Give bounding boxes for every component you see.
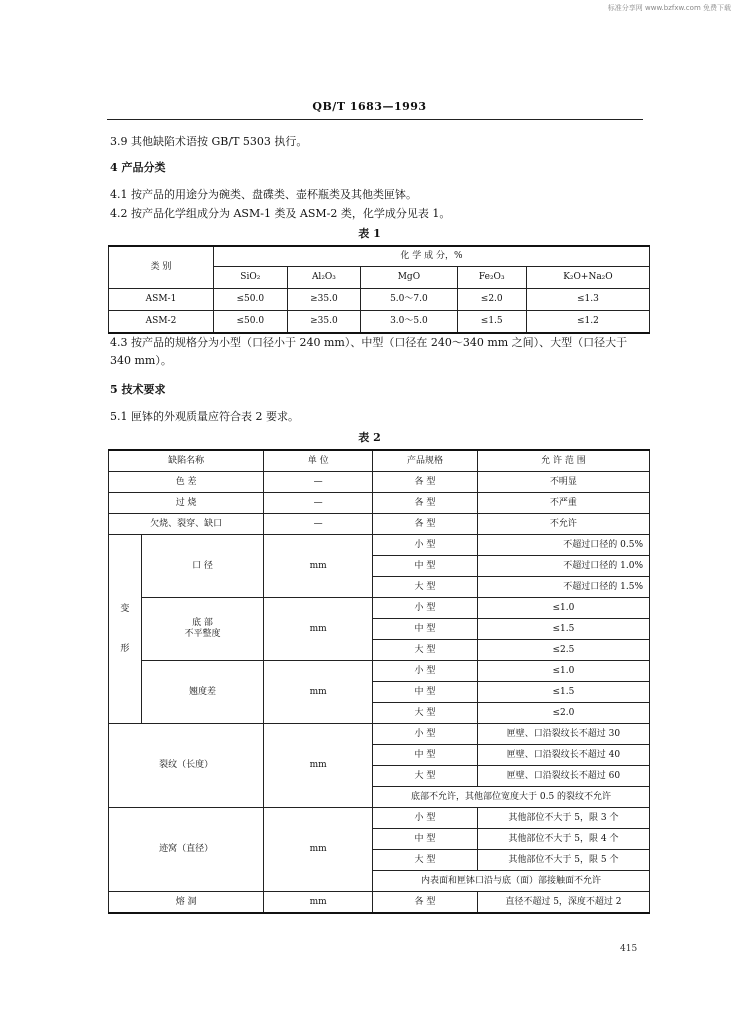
clause-4-3-a: 4.3 按产品的规格分为小型（口径小于 240 mm）、中型（口径在 240～340 mm 之间）、大型（口径大于 [110,336,628,349]
clause-4-3-b: 340 mm）。 [110,354,172,367]
unit-cell: mm [264,892,373,914]
table-row [109,493,650,514]
range-cell: 不明显 [477,472,649,493]
table2 [108,449,650,914]
defect-name: 裂纹（长度） [109,724,264,808]
spec-cell: 各 型 [373,892,478,914]
section-5-title: 5 技术要求 [110,383,166,396]
table1 [108,245,650,334]
range-cell: 其他部位不大于 5，限 4 个 [477,829,649,850]
range-cell: 匣壁、口沿裂纹长不超过 60 [477,766,649,787]
header-rule [107,119,643,120]
defect-name: 色 差 [109,472,264,493]
range-cell: ≤2.0 [477,703,649,724]
range-cell: ≤1.5 [477,619,649,640]
table-row [109,661,650,682]
defect-name: 迹窝（直径） [109,808,264,892]
page-number: 415 [620,944,638,954]
range-cell: 匣壁、口沿裂纹长不超过 40 [477,745,649,766]
table-row [109,514,650,535]
clause-4-2: 4.2 按产品化学组成分为 ASM-1 类及 ASM-2 类，化学成分见表 1。 [110,207,451,220]
range-cell: 不严重 [477,493,649,514]
range-cell: 不超过口径的 1.0% [477,556,649,577]
range-cell: 匣壁、口沿裂纹长不超过 30 [477,724,649,745]
spec-cell: 中 型 [373,682,478,703]
table1-cell: ≤1.5 [457,311,526,334]
table2-header: 产品规格 [373,450,478,472]
table1-col: Fe₂O₃ [457,267,526,289]
defect-name: 口 径 [141,535,264,598]
unit-cell: mm [264,808,373,892]
table-row [109,535,650,556]
defect-name [141,598,264,661]
range-cell: ≤1.0 [477,598,649,619]
spec-cell: 大 型 [373,703,478,724]
table-row [109,289,650,311]
table-row [109,808,650,829]
table1-cell: ≥35.0 [287,289,361,311]
table1-cell: ≤50.0 [214,289,288,311]
table1-cell: ≤1.2 [526,311,649,334]
spec-cell: 大 型 [373,577,478,598]
defect-name: 欠烧、裂穿、缺口 [109,514,264,535]
table-row [109,598,650,619]
spec-cell: 中 型 [373,829,478,850]
spec-cell: 小 型 [373,661,478,682]
table1-col: MgO [361,267,457,289]
defect-name: 熔 洞 [109,892,264,914]
table-row [109,311,650,334]
defect-name: 过 烧 [109,493,264,514]
table-row [109,472,650,493]
table1-col: Al₂O₃ [287,267,361,289]
table1-cell: ≤2.0 [457,289,526,311]
defect-name-line: 不平整度 [184,629,221,639]
unit-cell: — [264,514,373,535]
spec-cell: 大 型 [373,766,478,787]
spec-cell: 小 型 [373,724,478,745]
range-cell: 其他部位不大于 5，限 3 个 [477,808,649,829]
table2-header: 缺陷名称 [109,450,264,472]
table1-group-header: 化 学 成 分，% [214,246,650,267]
spec-cell: 中 型 [373,619,478,640]
range-cell: 直径不超过 5，深度不超过 2 [477,892,649,914]
table-row [109,724,650,745]
unit-cell: mm [264,535,373,598]
spec-cell: 各 型 [373,472,478,493]
spec-cell: 中 型 [373,556,478,577]
unit-cell: mm [264,661,373,724]
table1-cell: 3.0～5.0 [361,311,457,334]
spec-cell: 大 型 [373,850,478,871]
note-cell: 底部不允许，其他部位宽度大于 0.5 的裂纹不允许 [373,787,650,808]
range-cell: 其他部位不大于 5，限 5 个 [477,850,649,871]
table-row [109,892,650,914]
table2-caption: 表 2 [358,431,381,444]
standard-header: QB/T 1683—1993 [312,100,427,113]
table1-row-name: ASM-1 [109,289,214,311]
deform-char: 形 [120,644,130,654]
table1-cell: ≤50.0 [214,311,288,334]
defect-name-line: 底 部 [192,618,213,628]
range-cell: ≤2.5 [477,640,649,661]
clause-3-9: 3.9 其他缺陷术语按 GB/T 5303 执行。 [110,135,308,148]
range-cell: ≤1.5 [477,682,649,703]
note-cell: 内表面和匣钵口沿与底（面）部接触面不允许 [373,871,650,892]
range-cell: ≤1.0 [477,661,649,682]
spec-cell: 各 型 [373,493,478,514]
watermark: 标准分享网 www.bzfxw.com 免费下载 [607,4,731,12]
clause-5-1: 5.1 匣钵的外观质量应符合表 2 要求。 [110,410,299,423]
spec-cell: 小 型 [373,535,478,556]
range-cell: 不允许 [477,514,649,535]
table1-row-name: ASM-2 [109,311,214,334]
table1-col: K₂O+Na₂O [526,267,649,289]
unit-cell: — [264,472,373,493]
table1-cell: 5.0～7.0 [361,289,457,311]
table1-col: SiO₂ [214,267,288,289]
unit-cell: mm [264,724,373,808]
spec-cell: 大 型 [373,640,478,661]
table1-cell: ≤1.3 [526,289,649,311]
spec-cell: 小 型 [373,598,478,619]
table1-caption: 表 1 [358,227,381,240]
spec-cell: 小 型 [373,808,478,829]
range-cell: 不超过口径的 0.5% [477,535,649,556]
table2-header: 允 许 范 围 [477,450,649,472]
table1-cell: ≥35.0 [287,311,361,334]
unit-cell: mm [264,598,373,661]
range-cell: 不超过口径的 1.5% [477,577,649,598]
section-4-title: 4 产品分类 [110,161,166,174]
deformation-label [109,535,142,724]
spec-cell: 中 型 [373,745,478,766]
defect-name: 翘度差 [141,661,264,724]
deform-char: 变 [120,604,130,614]
clause-4-1: 4.1 按产品的用途分为碗类、盘碟类、壶杯瓶类及其他类匣钵。 [110,188,417,201]
table1-category-header: 类 别 [109,246,214,289]
spec-cell: 各 型 [373,514,478,535]
table2-header: 单 位 [264,450,373,472]
unit-cell: — [264,493,373,514]
